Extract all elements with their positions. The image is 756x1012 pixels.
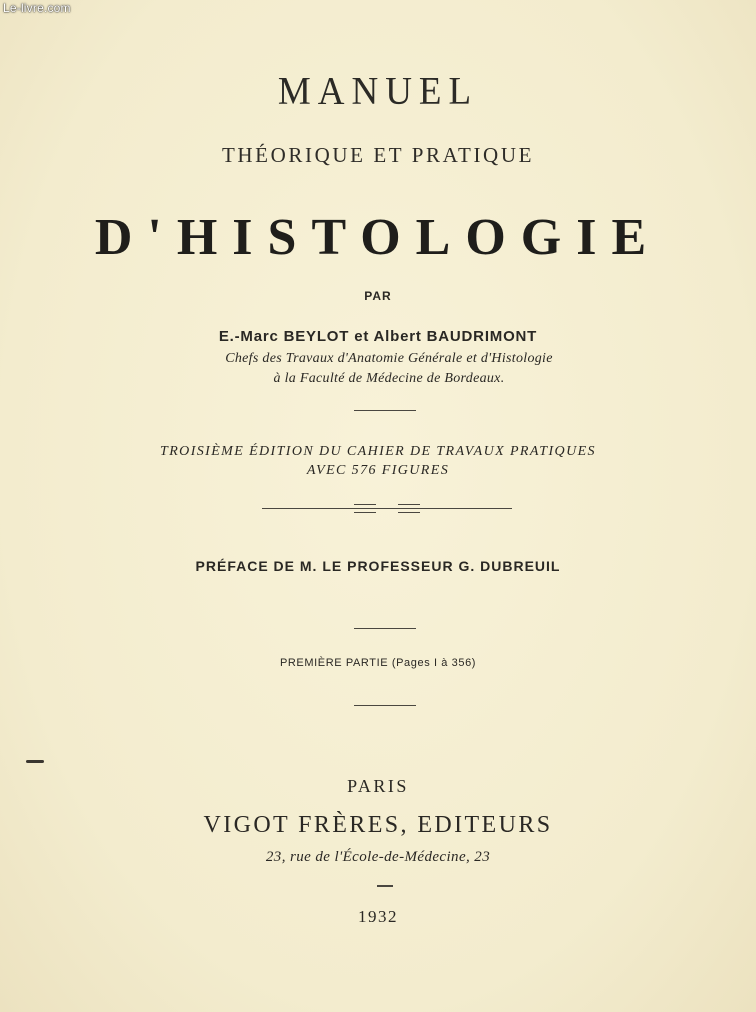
affiliation-line-2: à la Faculté de Médecine de Bordeaux. — [273, 371, 505, 386]
ornament-rule-low-2 — [398, 512, 420, 513]
watermark: Le-livre.com — [3, 1, 71, 15]
book-main-title: D'HISTOLOGIE — [94, 209, 662, 266]
imprint-city: PARIS — [347, 776, 409, 796]
ornament-rule-mid-2 — [398, 504, 420, 505]
par-label: PAR — [364, 289, 392, 303]
affiliation-line-1: Chefs des Travaux d'Anatomie Générale et d'Histologie — [225, 351, 553, 366]
divider-short-3 — [354, 705, 416, 706]
book-title-manuel: MANUEL — [277, 69, 479, 114]
divider-short-1 — [354, 410, 416, 411]
book-subtitle: THÉORIQUE ET PRATIQUE — [221, 143, 535, 167]
imprint-publisher: VIGOT FRÈRES, EDITEURS — [203, 812, 553, 838]
ornament-rule-mid-1 — [354, 504, 376, 505]
part-label: PREMIÈRE PARTIE (Pages I à 356) — [279, 657, 477, 669]
preface: PRÉFACE DE M. LE PROFESSEUR G. DUBREUIL — [195, 558, 561, 574]
imprint-year: 1932 — [358, 907, 398, 926]
edition-line-1: TROISIÈME ÉDITION DU CAHIER DE TRAVAUX PRATIQUES — [160, 444, 596, 459]
imprint-address: 23, rue de l'École-de-Médecine, 23 — [265, 849, 491, 865]
authors: E.-Marc BEYLOT et Albert BAUDRIMONT — [218, 328, 538, 345]
margin-mark — [26, 760, 44, 763]
divider-year — [377, 885, 393, 887]
ornament-rule-left — [262, 508, 512, 509]
edition-line-2: AVEC 576 FIGURES — [306, 463, 450, 478]
divider-short-2 — [354, 628, 416, 629]
ornament-rule-low-1 — [354, 512, 376, 513]
